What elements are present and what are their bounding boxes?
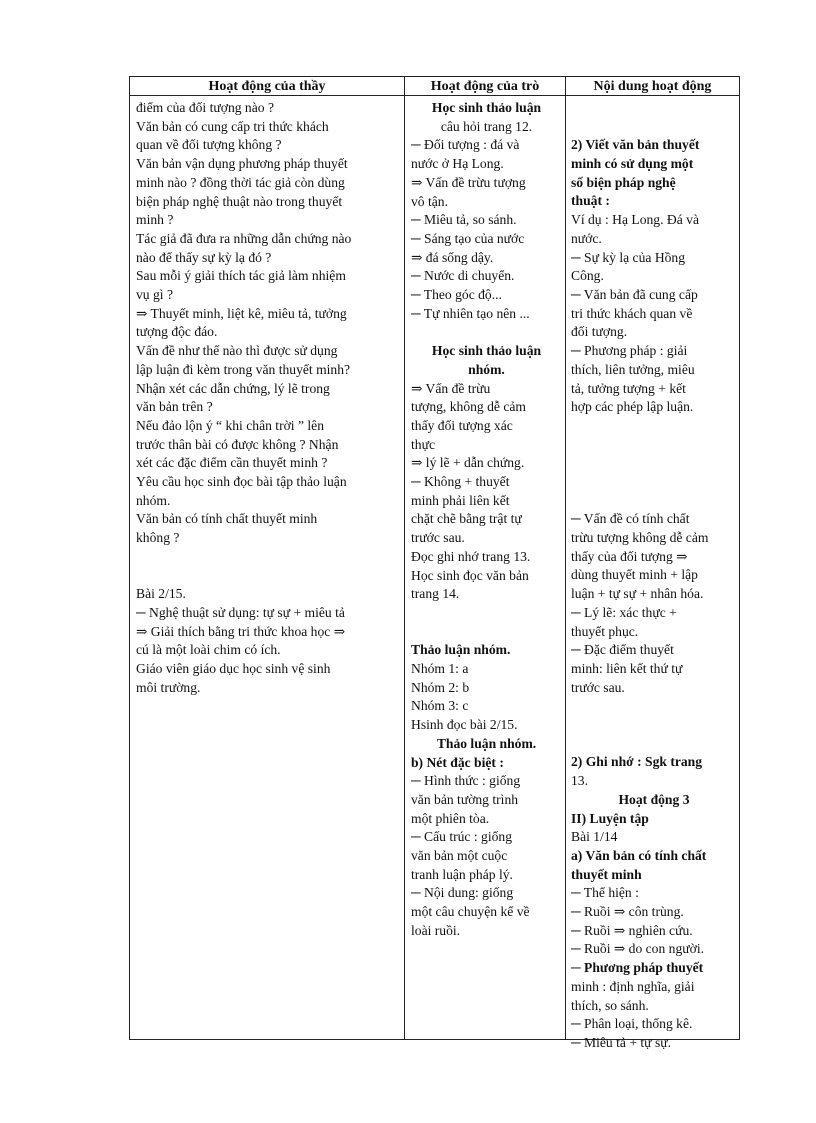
content-line: thích, liên tưởng, miêu	[571, 361, 695, 377]
student-line: Học sinh thảo luận	[431, 100, 542, 115]
content-line: ─ Đặc điểm thuyết	[571, 642, 674, 658]
teacher-line: Nếu đảo lộn ý “ khi chân trời ” lên	[136, 417, 325, 433]
content-line: 2) Viết văn bản thuyết	[571, 137, 700, 153]
header-teacher-activity: Hoạt động của thầy	[130, 77, 404, 96]
content-line: nước.	[571, 230, 602, 246]
teacher-line: lập luận đi kèm trong văn thuyết minh?	[136, 361, 351, 377]
content-line: thấy của đối tượng ⇒	[571, 548, 688, 564]
student-line: một phiên tòa.	[411, 810, 490, 826]
content-line	[571, 473, 737, 492]
content-line: Bài 1/14	[571, 829, 618, 845]
student-line: loài ruồi.	[411, 922, 461, 938]
teacher-line: trước thân bài có được không ? Nhận	[136, 436, 339, 452]
teacher-line: Vấn đề như thế nào thì được sử dụng	[136, 343, 338, 359]
student-line: ─ Nội dung: giống	[411, 885, 514, 901]
teacher-line: Sau mỗi ý giải thích tác giả làm nhiệm	[136, 268, 346, 284]
teacher-line	[136, 548, 404, 567]
student-line: văn bản một cuộc	[411, 848, 508, 864]
teacher-line: Yêu cầu học sinh đọc bài tập thảo luận	[136, 474, 347, 490]
content-line	[571, 118, 737, 137]
content-line: minh: liên kết thứ tự	[571, 660, 683, 676]
teacher-line: minh ?	[136, 212, 174, 228]
activity-content-column	[571, 99, 737, 1053]
content-line	[571, 99, 737, 118]
teacher-line: nào để thấy sự kỳ lạ đó ?	[136, 249, 272, 265]
student-line: ─ Đối tượng : đá và	[411, 137, 520, 153]
content-line: Công.	[571, 268, 604, 284]
student-line: ⇒ Vấn đề trừu	[411, 380, 491, 396]
column-divider-2	[565, 77, 566, 1039]
content-line	[571, 716, 737, 735]
teacher-line: môi trường.	[136, 679, 201, 695]
student-line: chặt chẽ bằng trật tự	[411, 511, 522, 527]
student-line: tranh luận pháp lý.	[411, 866, 513, 882]
content-line: hợp các phép lập luận.	[571, 399, 694, 415]
lesson-table	[129, 76, 740, 1050]
student-line: ─ Theo góc độ...	[411, 287, 502, 303]
header-student-activity: Hoạt động của trò	[405, 77, 565, 96]
student-line: Nhóm 3: c	[411, 698, 469, 714]
teacher-line: Tác giả đã đưa ra những dẫn chứng nào	[136, 230, 352, 246]
teacher-line: minh nào ? đồng thời tác giả còn dùng	[136, 174, 345, 190]
student-line: Thảo luận nhóm.	[436, 735, 537, 751]
student-line: thấy đối tượng xác	[411, 417, 513, 433]
teacher-line: xét các đặc điểm cần thuyết minh ?	[136, 455, 328, 471]
content-line: ─ Lý lẽ: xác thực +	[571, 604, 677, 620]
teacher-line: biện pháp nghệ thuật nào trong thuyết	[136, 193, 343, 209]
content-line	[571, 417, 737, 436]
student-line: thực	[411, 436, 435, 452]
student-line: nước ở Hạ Long.	[411, 156, 504, 172]
content-line: II) Luyện tập	[571, 810, 649, 826]
student-line: câu hỏi trang 12.	[440, 118, 533, 134]
teacher-line: Văn bản vận dụng phương pháp thuyết	[136, 156, 348, 172]
student-line: Nhóm 1: a	[411, 661, 469, 677]
student-line: Hsinh đọc bài 2/15.	[411, 717, 518, 733]
content-line: ─ Ruồi ⇒ côn trùng.	[571, 904, 684, 920]
content-line: thích, so sánh.	[571, 997, 649, 1013]
content-line: ─ Vấn đề có tính chất	[571, 511, 690, 527]
header-content: Nội dung hoạt động	[566, 77, 739, 96]
content-line: thuyết minh	[571, 866, 642, 882]
student-line: Nhóm 2: b	[411, 679, 470, 695]
teacher-line: ─ Nghệ thuật sử dụng: tự sự + miêu tả	[136, 604, 345, 620]
content-line	[571, 697, 737, 716]
content-line: thuật :	[571, 193, 610, 209]
student-line: ─ Không + thuyết	[411, 474, 510, 490]
student-line	[411, 604, 562, 623]
content-line: trước sau.	[571, 679, 625, 695]
content-line: ─ Ruồi ⇒ nghiên cứu.	[571, 922, 693, 938]
student-line: Học sinh đọc văn bản	[411, 567, 529, 583]
student-line: nhóm.	[468, 361, 505, 377]
content-line: ─ Sự kỳ lạ của Hồng	[571, 249, 686, 265]
content-line: ─ Phương pháp thuyết	[571, 960, 704, 976]
content-line: ─ Văn bản đã cung cấp	[571, 287, 698, 302]
content-line: 2) Ghi nhớ : Sgk trang	[571, 754, 703, 770]
teacher-line	[136, 567, 404, 586]
content-line: tri thức khách quan về	[571, 305, 693, 321]
teacher-line: điểm của đối tượng nào ?	[136, 100, 274, 115]
student-line: ⇒ lý lẽ + dẫn chứng.	[411, 455, 525, 471]
content-line: đối tượng.	[571, 324, 628, 340]
content-line: Hoạt động 3	[618, 791, 690, 807]
teacher-line: ⇒ Thuyết minh, liệt kê, miêu tả, tưởng	[136, 305, 347, 321]
teacher-line: vụ gì ?	[136, 287, 173, 303]
student-line: ─ Cấu trúc : giống	[411, 829, 512, 845]
student-line: ─ Miêu tả, so sánh.	[411, 212, 517, 228]
teacher-line: quan về đối tượng không ?	[136, 137, 282, 153]
column-divider-1	[404, 77, 405, 1039]
student-line	[411, 323, 562, 342]
student-line: văn bản tường trình	[411, 791, 519, 807]
teacher-activity-column	[136, 99, 404, 697]
student-line: vô tận.	[411, 193, 448, 209]
student-activity-column	[411, 99, 562, 941]
content-line: ─ Thể hiện :	[571, 885, 639, 901]
student-line: Đọc ghi nhớ trang 13.	[411, 548, 531, 564]
student-line: ─ Nước di chuyển.	[411, 268, 515, 284]
content-line: Ví dụ : Hạ Long. Đá và	[571, 212, 699, 228]
student-line: minh phải liên kết	[411, 492, 510, 508]
content-line	[571, 735, 737, 754]
teacher-line: tượng độc đáo.	[136, 324, 218, 340]
content-line: 13.	[571, 773, 588, 789]
content-line: trừu tượng không dễ cảm	[571, 530, 709, 546]
student-line: tượng, không dễ cảm	[411, 399, 526, 415]
teacher-line: Văn bản có cung cấp tri thức khách	[136, 118, 329, 134]
teacher-line: ⇒ Giải thích bằng tri thức khoa học ⇒	[136, 623, 346, 639]
teacher-line: Giáo viên giáo dục học sinh vệ sinh	[136, 661, 331, 677]
student-line: một câu chuyện kể về	[411, 904, 530, 920]
student-line: Học sinh thảo luận	[431, 343, 542, 359]
content-line: ─ Phân loại, thống kê.	[571, 1016, 693, 1032]
student-line: ⇒ Vấn đề trừu tượng	[411, 174, 526, 190]
content-line	[571, 454, 737, 473]
teacher-line: cú là một loài chim có ích.	[136, 642, 281, 658]
content-line: minh : định nghĩa, giải	[571, 978, 695, 994]
teacher-line: Văn bản có tính chất thuyết minh	[136, 511, 318, 527]
content-line	[571, 436, 737, 455]
content-line	[571, 492, 737, 511]
content-line: ─ Miêu tả + tự sự.	[571, 1035, 671, 1050]
student-line: ⇒ đá sống dậy.	[411, 249, 494, 265]
content-line: a) Văn bản có tính chất	[571, 847, 707, 863]
teacher-line: văn bản trên ?	[136, 399, 213, 415]
content-line: dùng thuyết minh + lập	[571, 567, 698, 583]
teacher-line: Bài 2/15.	[136, 586, 186, 602]
student-line: Thảo luận nhóm.	[411, 642, 511, 658]
student-line: b) Nét đặc biệt :	[411, 754, 504, 770]
student-line: ─ Tự nhiên tạo nên ...	[411, 305, 530, 321]
teacher-line: Nhận xét các dẫn chứng, lý lẽ trong	[136, 380, 330, 396]
content-line: số biện pháp nghệ	[571, 174, 676, 190]
student-line: ─ Hình thức : giống	[411, 773, 521, 789]
content-line: tả, tưởng tượng + kết	[571, 380, 686, 396]
content-line: luận + tự sự + nhân hóa.	[571, 586, 704, 602]
teacher-line: không ?	[136, 530, 180, 546]
content-line: ─ Ruồi ⇒ do con người.	[571, 941, 704, 957]
teacher-line: nhóm.	[136, 492, 171, 508]
content-line: minh có sử dụng một	[571, 156, 694, 172]
student-line: trang 14.	[411, 586, 460, 602]
content-line: thuyết phục.	[571, 623, 639, 639]
student-line: ─ Sáng tạo của nước	[411, 230, 525, 246]
student-line: trước sau.	[411, 530, 465, 546]
content-line: ─ Phương pháp : giải	[571, 343, 688, 359]
student-line	[411, 623, 562, 642]
